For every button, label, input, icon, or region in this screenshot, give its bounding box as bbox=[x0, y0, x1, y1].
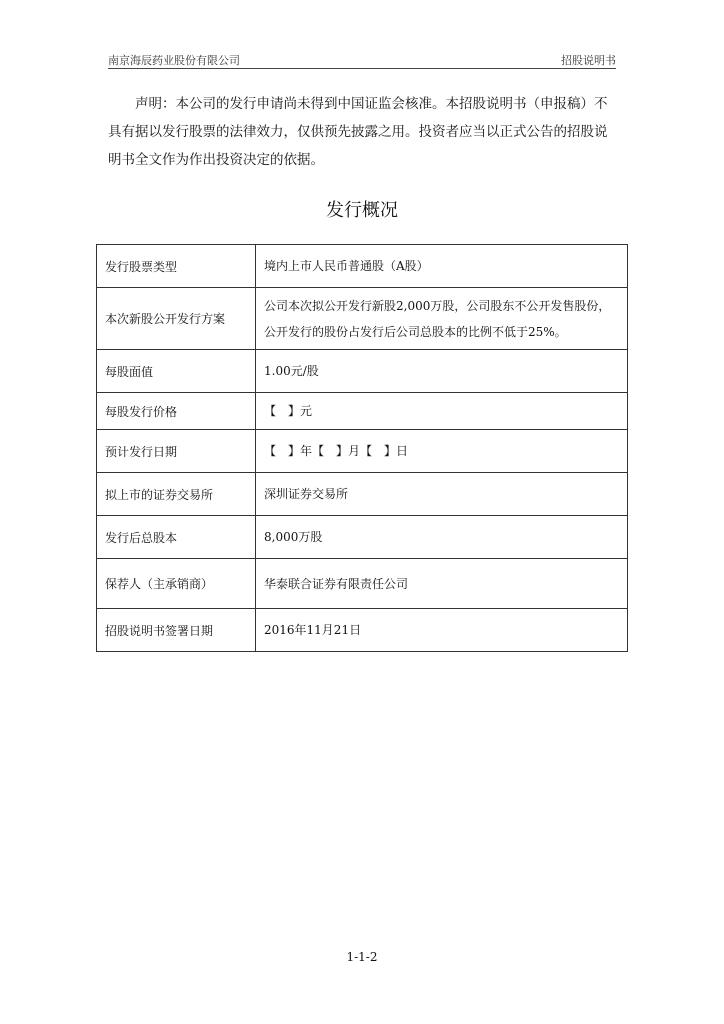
table-row bbox=[97, 245, 628, 288]
row-value: 【 】元 bbox=[256, 393, 628, 430]
table-row bbox=[97, 350, 628, 393]
table-row bbox=[97, 609, 628, 652]
row-value: 8,000万股 bbox=[256, 516, 628, 559]
header-doc-type: 招股说明书 bbox=[561, 54, 616, 67]
disclaimer-statement: 声明：本公司的发行申请尚未得到中国证监会核准。本招股说明书（申报稿）不具有据以发行股票的法律效力，仅供预先披露之用。投资者应当以正式公告的招股说明书全文作为作出投资决定的依据。 bbox=[108, 96, 608, 168]
row-label: 每股发行价格 bbox=[97, 393, 256, 430]
row-label: 招股说明书签署日期 bbox=[97, 609, 256, 652]
row-label: 本次新股公开发行方案 bbox=[97, 288, 256, 350]
row-label: 发行股票类型 bbox=[97, 245, 256, 288]
table-row bbox=[97, 559, 628, 609]
row-label: 预计发行日期 bbox=[97, 430, 256, 473]
table-row bbox=[97, 473, 628, 516]
header-company-name: 南京海辰药业股份有限公司 bbox=[108, 54, 240, 67]
table-row bbox=[97, 288, 628, 350]
page-number: 1-1-2 bbox=[346, 950, 378, 964]
table-row bbox=[97, 516, 628, 559]
page-title: 发行概况 bbox=[326, 200, 398, 221]
page-header bbox=[108, 50, 616, 69]
row-label: 每股面值 bbox=[97, 350, 256, 393]
row-label: 发行后总股本 bbox=[97, 516, 256, 559]
table-row bbox=[97, 430, 628, 473]
row-label: 保荐人（主承销商） bbox=[97, 559, 256, 609]
row-value: 境内上市人民币普通股（A股） bbox=[256, 245, 628, 288]
table-row bbox=[97, 393, 628, 430]
row-value: 【 】年【 】月【 】日 bbox=[256, 430, 628, 473]
row-value: 1.00元/股 bbox=[256, 350, 628, 393]
row-value: 深圳证券交易所 bbox=[256, 473, 628, 516]
row-label: 拟上市的证券交易所 bbox=[97, 473, 256, 516]
row-value: 2016年11月21日 bbox=[256, 609, 628, 652]
row-value: 公司本次拟公开发行新股2,000万股，公司股东不公开发售股份，公开发行的股份占发行后公司总股本的比例不低于25%。 bbox=[256, 288, 628, 350]
row-value: 华泰联合证券有限责任公司 bbox=[256, 559, 628, 609]
offering-overview-table bbox=[96, 244, 628, 652]
